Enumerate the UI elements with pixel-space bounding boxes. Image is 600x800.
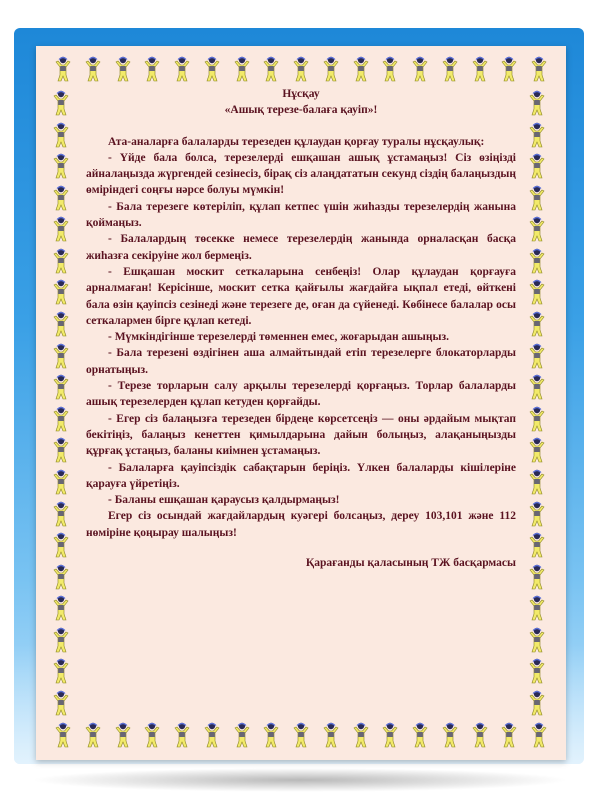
slide-shadow xyxy=(30,768,570,792)
list-item: - Ешқашан москит сеткаларына сенбеңіз! Олар құлаудан қорғауға арналмаған! Керісінше, москит сетка қайғылы жағдайға ықпал етеді, өйткені бала өзін қауіпсіз сезінеді және терезеге де, оған да сүйенеді. Көбінесе балалар осы сеткалармен бірге құлап кетеді. xyxy=(86,265,516,327)
child-figure-icon xyxy=(50,564,72,590)
child-figure-icon xyxy=(50,90,72,116)
list-item: - Балалардың төсекке немесе терезелердің жанында орналасқан басқа жиһазға секіруіне жол бермеңіз. xyxy=(86,233,516,262)
child-figure-icon xyxy=(82,722,104,748)
child-figure-icon xyxy=(112,56,134,82)
child-figure-icon xyxy=(350,722,372,748)
child-figure-icon xyxy=(171,56,193,82)
child-figure-icon xyxy=(526,658,548,684)
child-figure-icon xyxy=(112,722,134,748)
child-figure-icon xyxy=(50,469,72,495)
signature: Қарағанды қаласының ТЖ басқармасы xyxy=(305,557,516,570)
child-figure-icon xyxy=(526,595,548,621)
child-figure-icon xyxy=(526,627,548,653)
child-figure-icon xyxy=(50,658,72,684)
child-figure-icon xyxy=(409,722,431,748)
child-figure-icon xyxy=(526,153,548,179)
child-figure-icon xyxy=(469,722,491,748)
child-figure-icon xyxy=(50,374,72,400)
child-figure-icon xyxy=(526,690,548,716)
child-figure-icon xyxy=(498,722,520,748)
child-figure-icon xyxy=(50,690,72,716)
child-figure-icon xyxy=(290,56,312,82)
child-figure-icon xyxy=(50,122,72,148)
child-figure-icon xyxy=(409,56,431,82)
child-figure-icon xyxy=(201,722,223,748)
list-item: - Бала терезені өздігінен аша алмайтындай етіп терезелерге блокаторларды орнатыңыз. xyxy=(86,347,516,376)
child-figure-icon xyxy=(50,627,72,653)
child-figure-icon xyxy=(526,532,548,558)
list-item: - Балаларға қауіпсіздік сабақтарын беріңіз. Үлкен балаларды кішілеріне қарауға үйретіңіз. xyxy=(86,461,516,490)
child-figure-icon xyxy=(50,343,72,369)
child-figure-icon xyxy=(82,56,104,82)
intro-paragraph: Ата-аналарға балаларды терезеден құлаудан қорғау туралы нұсқаулық: xyxy=(108,135,485,148)
child-figure-icon xyxy=(350,56,372,82)
child-figure-icon xyxy=(526,90,548,116)
list-item: - Бала терезеге көтеріліп, құлап кетпес үшін жиһазды терезелердің жанына қоймаңыз. xyxy=(86,200,516,230)
child-figure-icon xyxy=(526,343,548,369)
child-figure-icon xyxy=(469,56,491,82)
child-figure-icon xyxy=(526,185,548,211)
list-item: - Үйде бала болса, терезелерді ешқашан ашық ұстамаңыз! Сіз өзіңізді айналаңызда жүргендей сезінесіз, бірақ сіз алаңдататын секунд сіздің балаңыздың өміріндегі соңғы нәрсе болуы мүмкін! xyxy=(86,151,516,197)
child-figure-icon xyxy=(141,722,163,748)
child-figure-icon xyxy=(50,311,72,337)
child-figure-icon xyxy=(528,722,550,748)
child-figure-icon xyxy=(50,185,72,211)
closing-paragraph: Егер сіз осындай жағдайлардың куәгері болсаңыз, дереу 103,101 және 112 нөміріне қоңырау шалыңыз! xyxy=(86,510,516,539)
child-figure-icon xyxy=(50,406,72,432)
child-figure-icon xyxy=(50,532,72,558)
child-figure-icon xyxy=(526,374,548,400)
child-figure-icon xyxy=(498,56,520,82)
list-item: - Баланы ешқашан қараусыз қалдырмаңыз! xyxy=(108,494,340,507)
child-figure-icon xyxy=(526,216,548,242)
child-figure-icon xyxy=(201,56,223,82)
child-figure-icon xyxy=(50,248,72,274)
border-top xyxy=(52,56,550,84)
child-figure-icon xyxy=(141,56,163,82)
child-figure-icon xyxy=(50,437,72,463)
child-figure-icon xyxy=(379,56,401,82)
child-figure-icon xyxy=(50,153,72,179)
child-figure-icon xyxy=(231,56,253,82)
child-figure-icon xyxy=(50,595,72,621)
child-figure-icon xyxy=(231,722,253,748)
page-subtitle: «Ашық терезе-балаға қауіп»! xyxy=(224,104,378,117)
child-figure-icon xyxy=(439,722,461,748)
child-figure-icon xyxy=(528,56,550,82)
child-figure-icon xyxy=(260,722,282,748)
child-figure-icon xyxy=(526,564,548,590)
border-right xyxy=(526,90,552,716)
child-figure-icon xyxy=(526,501,548,527)
child-figure-icon xyxy=(526,406,548,432)
child-figure-icon xyxy=(171,722,193,748)
child-figure-icon xyxy=(320,56,342,82)
child-figure-icon xyxy=(526,469,548,495)
child-figure-icon xyxy=(526,437,548,463)
list-item: - Терезе торларын салу арқылы терезелерді қорғаңыз. Торлар балаларды ашық терезелерден құлап кетуден қорғайды. xyxy=(86,380,516,409)
child-figure-icon xyxy=(50,279,72,305)
instruction-text xyxy=(86,86,516,583)
border-bottom xyxy=(52,722,550,750)
border-left xyxy=(50,90,76,716)
child-figure-icon xyxy=(379,722,401,748)
child-figure-icon xyxy=(260,56,282,82)
list-item: - Егер сіз балаңызға терезеден бірдеңе көрсетсеңіз — оны әрдайым мықтап бекітіңіз, балаңыз кенеттен қимылдарына дайын болыңыз, алақаныңызды құрғақ ұстаңыз, баланы киімнен ұстамаңыз. xyxy=(86,412,516,458)
child-figure-icon xyxy=(52,56,74,82)
child-figure-icon xyxy=(526,248,548,274)
child-figure-icon xyxy=(526,279,548,305)
child-figure-icon xyxy=(50,216,72,242)
child-figure-icon xyxy=(320,722,342,748)
child-figure-icon xyxy=(290,722,312,748)
instruction-poster xyxy=(36,46,566,760)
page-title: Нұсқау xyxy=(282,88,320,100)
list-item: - Мүмкіндігінше терезелерді төменнен емес, жоғарыдан ашыңыз. xyxy=(108,331,449,344)
child-figure-icon xyxy=(526,311,548,337)
child-figure-icon xyxy=(52,722,74,748)
child-figure-icon xyxy=(439,56,461,82)
child-figure-icon xyxy=(526,122,548,148)
child-figure-icon xyxy=(50,501,72,527)
